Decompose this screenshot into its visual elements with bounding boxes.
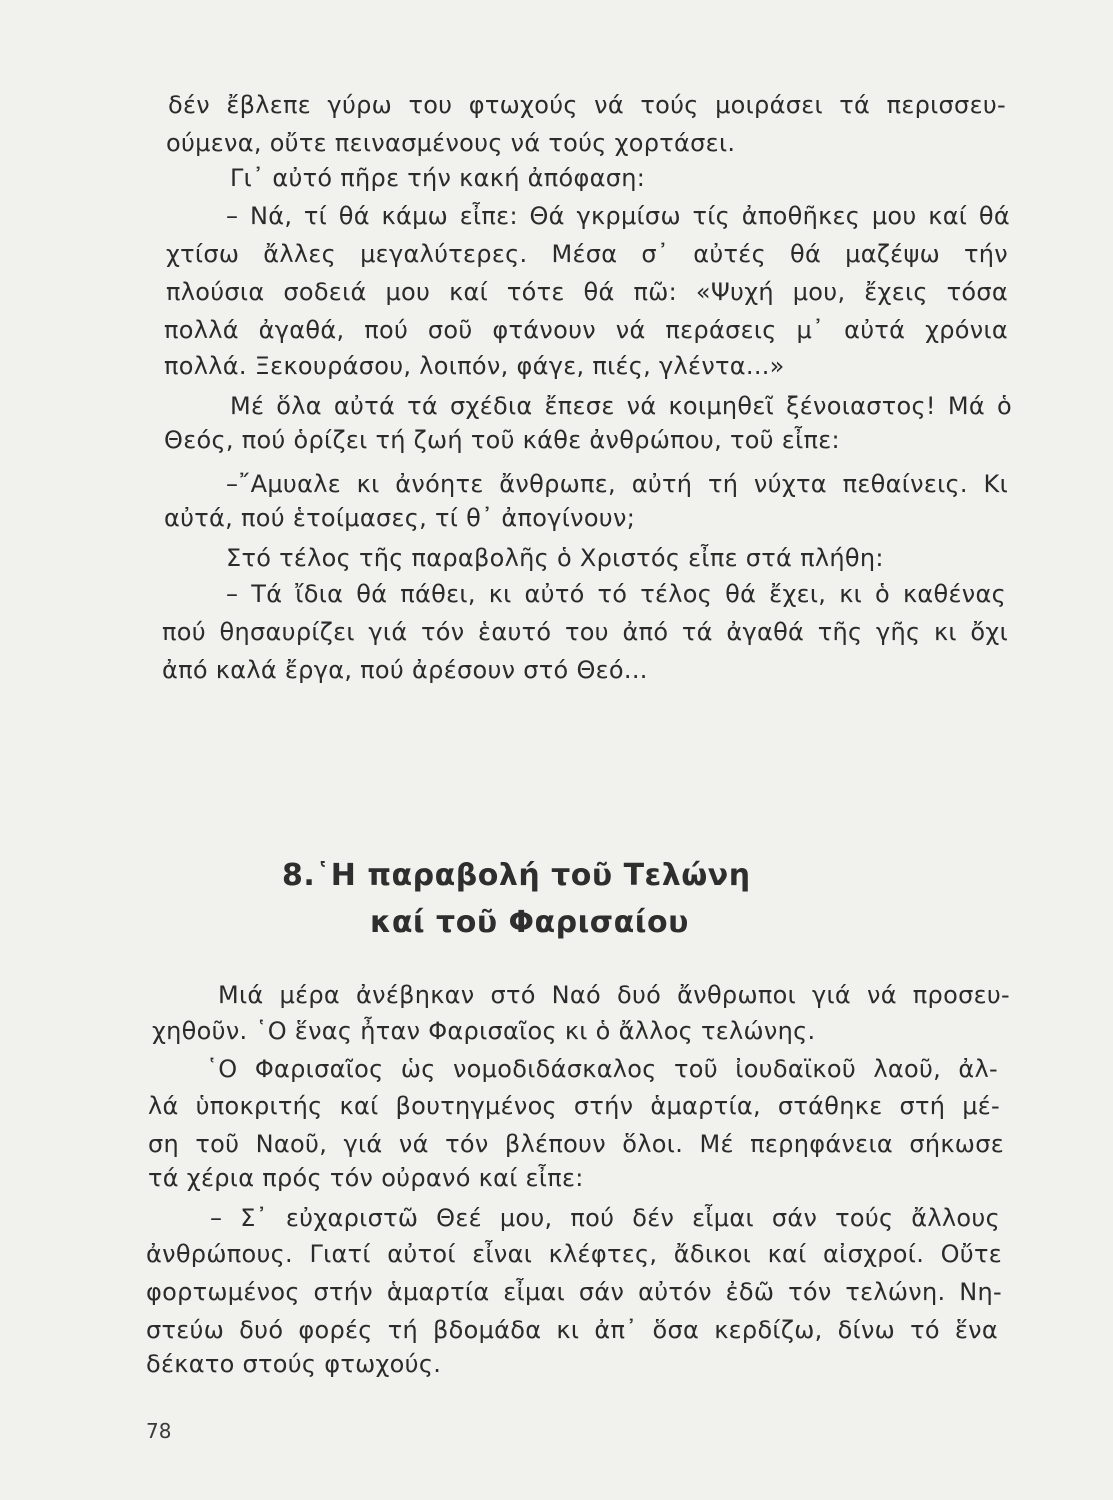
text-line: Στό τέλος τῆς παραβολῆς ὁ Χριστός εἶπε στά πλήθη: [226, 544, 884, 572]
text-line: Μέ ὅλα αὐτά τά σχέδια ἔπεσε νά κοιμηθεῖ ξένοιαστος! Μά ὁ [230, 392, 1012, 420]
page-number: 78 [146, 1419, 172, 1443]
text-line: αὐτά, πού ἑτοίμασες, τί θ᾿ ἀπογίνουν; [164, 504, 636, 532]
text-line: ἀνθρώπους. Γιατί αὐτοί εἶναι κλέφτες, ἄδικοι καί αἰσχροί. Οὔτε [146, 1240, 1002, 1268]
text-line: χτίσω ἄλλες μεγαλύτερες. Μέσα σ᾿ αὐτές θά μαζέψω τήν [166, 240, 1008, 268]
text-line: φορτωμένος στήν ἁμαρτία εἶμαι σάν αὐτόν ἐδῶ τόν τελώνη. Νη- [146, 1278, 1002, 1306]
text-line: πολλά ἀγαθά, πού σοῦ φτάνουν νά περάσεις μ᾿ αὐτά χρόνια [164, 316, 1008, 344]
text-line: στεύω δυό φορές τή βδομάδα κι ἀπ᾿ ὅσα κερδίζω, δίνω τό ἕνα [146, 1316, 998, 1344]
text-line: Θεός, πού ὁρίζει τή ζωή τοῦ κάθε ἀνθρώπου, τοῦ εἶπε: [164, 426, 840, 454]
text-line: χηθοῦν. ῾Ο ἕνας ἦταν Φαρισαῖος κι ὁ ἄλλος τελώνης. [152, 1017, 816, 1045]
text-line: Μιά μέρα ἀνέβηκαν στό Ναό δυό ἄνθρωποι γιά νά προσευ- [218, 981, 1010, 1009]
text-line: τά χέρια πρός τόν οὐρανό καί εἶπε: [148, 1164, 584, 1192]
text-line: λά ὑποκριτής καί βουτηγμένος στήν ἁμαρτία, στάθηκε στή μέ- [148, 1092, 1000, 1120]
text-line: ση τοῦ Ναοῦ, γιά νά τόν βλέπουν ὅλοι. Μέ περηφάνεια σήκωσε [148, 1130, 1004, 1158]
text-line: – Τά ἴδια θά πάθει, κι αὐτό τό τέλος θά ἔχει, κι ὁ καθένας [226, 580, 1006, 608]
text-line: –῎Αμυαλε κι ἀνόητε ἄνθρωπε, αὐτή τή νύχτα πεθαίνεις. Κι [226, 470, 1008, 498]
heading-line: 8.῾Η παραβολή τοῦ Τελώνη [282, 858, 751, 893]
text-line: ἀπό καλά ἔργα, πού ἀρέσουν στό Θεό... [162, 656, 648, 684]
text-line: – Νά, τί θά κάμω εἶπε: Θά γκρμίσω τίς ἀποθῆκες μου καί θά [226, 202, 1010, 230]
text-line: πολλά. Ξεκουράσου, λοιπόν, φάγε, πιές, γλέντα...» [164, 352, 785, 380]
text-line: πλούσια σοδειά μου καί τότε θά πῶ: «Ψυχή μου, ἔχεις τόσα [166, 278, 1008, 306]
text-line: δέκατο στούς φτωχούς. [146, 1350, 442, 1378]
heading-line: καί τοῦ Φαρισαίου [370, 905, 689, 940]
text-line: Γι᾿ αὐτό πῆρε τήν κακή ἀπόφαση: [230, 164, 646, 192]
text-line: – Σ᾿ εὐχαριστῶ Θεέ μου, πού δέν εἶμαι σάν τούς ἄλλους [210, 1204, 1000, 1232]
text-line: ῾Ο Φαρισαῖος ὡς νομοδιδάσκαλος τοῦ ἰουδαϊκοῦ λαοῦ, ἀλ- [206, 1055, 998, 1083]
text-line: πού θησαυρίζει γιά τόν ἑαυτό του ἀπό τά ἀγαθά τῆς γῆς κι ὄχι [162, 618, 1008, 646]
text-line: δέν ἔβλεπε γύρω του φτωχούς νά τούς μοιράσει τά περισσευ- [168, 91, 1006, 119]
text-line: ούμενα, οὔτε πεινασμένους νά τούς χορτάσει. [166, 129, 736, 157]
